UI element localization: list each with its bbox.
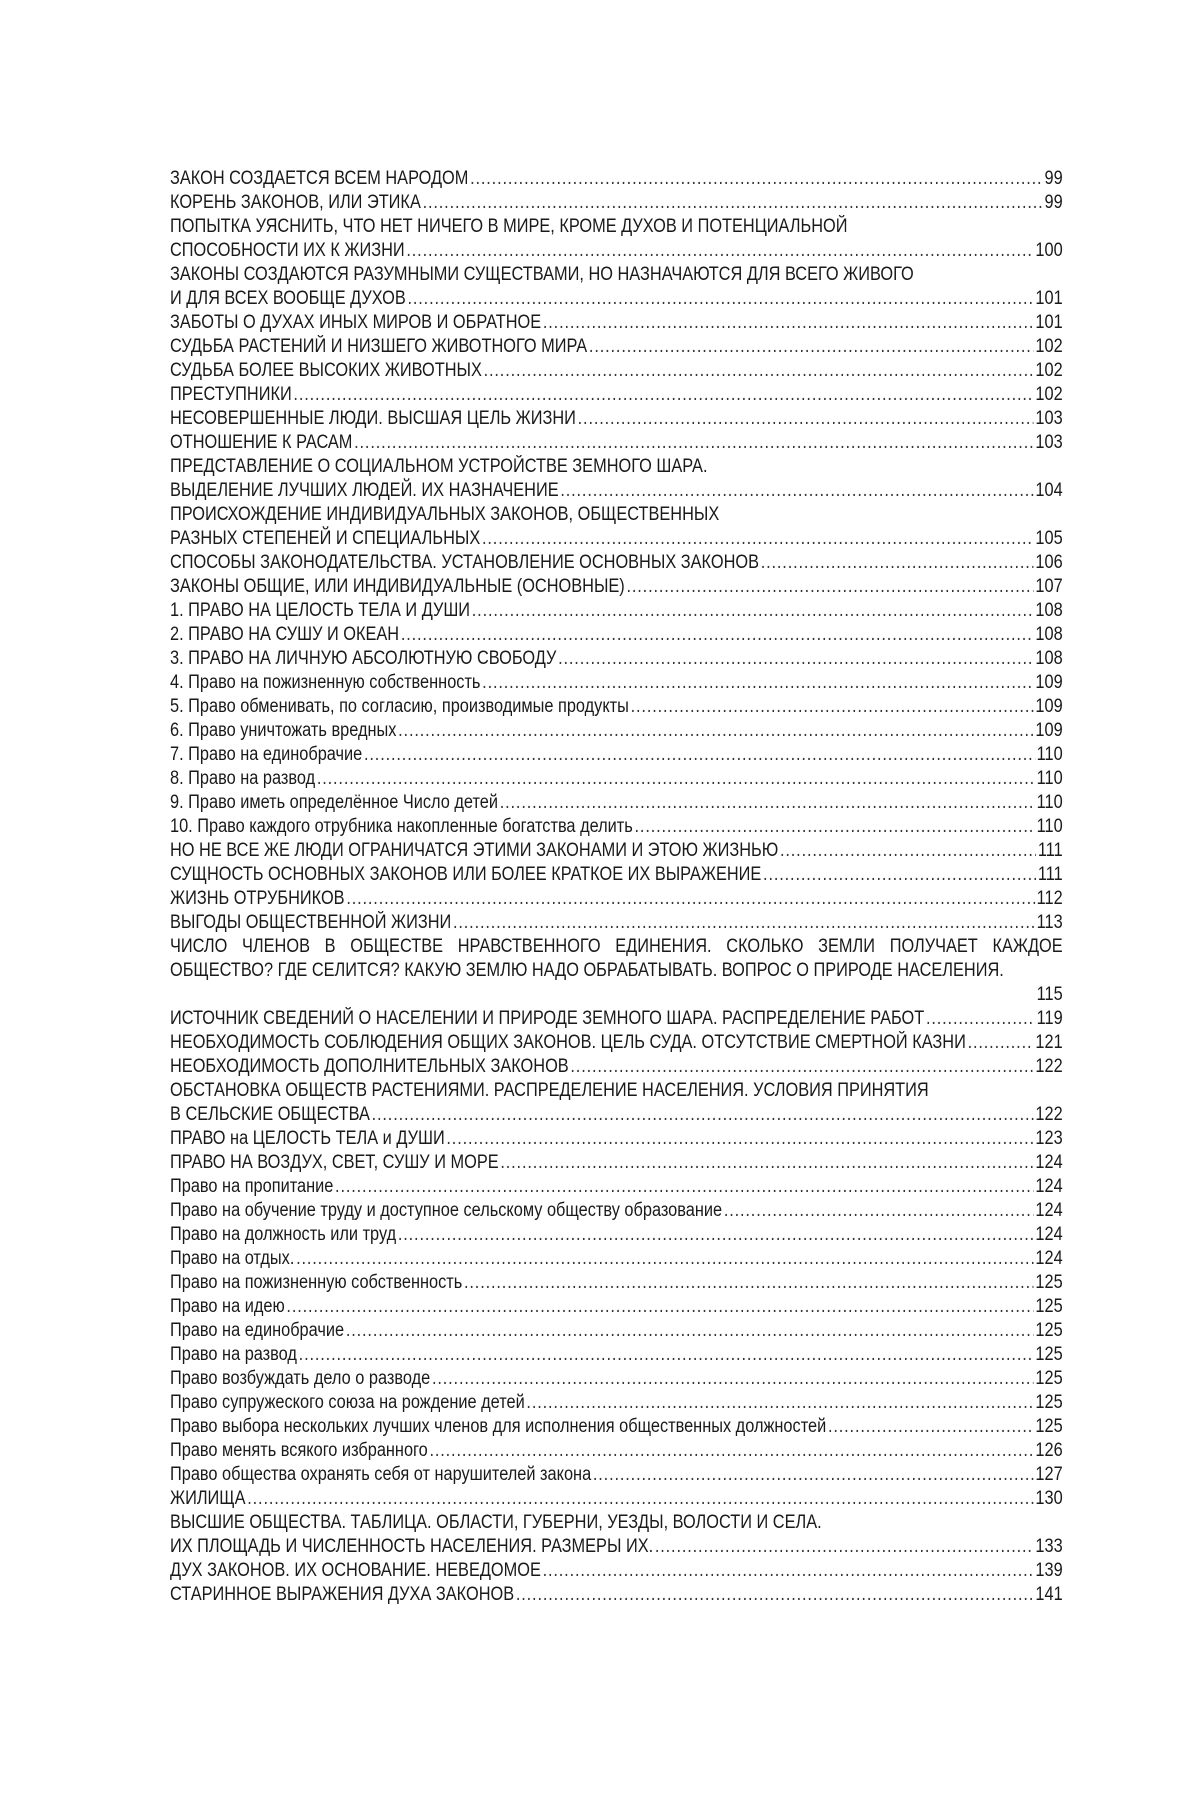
- toc-page-number: 99: [1044, 168, 1063, 189]
- dot-leader: [635, 815, 1035, 839]
- toc-entry-title: 4. Право на пожизненную собственность: [170, 672, 481, 693]
- dot-leader: [516, 1583, 1034, 1607]
- dot-leader: [484, 359, 1034, 383]
- toc-page-number: 127: [1035, 1464, 1063, 1485]
- toc-page-number: 111: [1037, 864, 1063, 885]
- toc-entry-title: Право на обучение труду и доступное сельскому обществу образование: [170, 1200, 723, 1221]
- toc-entry: [170, 1127, 1063, 1151]
- toc-entry-title: СПОСОБЫ ЗАКОНОДАТЕЛЬСТВА. УСТАНОВЛЕНИЕ ОСНОВНЫХ ЗАКОНОВ: [170, 552, 759, 573]
- toc-page-number: 141: [1035, 1584, 1063, 1605]
- toc-entry: [170, 1511, 1063, 1559]
- toc-entry-title: Право на должность или труд: [170, 1224, 397, 1245]
- toc-entry: [170, 935, 1063, 1007]
- toc-page-number: 109: [1035, 696, 1063, 717]
- toc-entry-title: Право на пропитание: [170, 1176, 334, 1197]
- dot-leader: [500, 791, 1035, 815]
- dot-leader: [780, 839, 1036, 863]
- toc-page-number: 113: [1036, 912, 1063, 933]
- toc-entry-title: 6. Право уничтожать вредных: [170, 720, 397, 741]
- dot-leader: [364, 743, 1035, 767]
- toc-entry: [170, 743, 1063, 767]
- toc-entry-title: ПРАВО на ЦЕЛОСТЬ ТЕЛА и ДУШИ: [170, 1128, 445, 1149]
- toc-entry-title: КОРЕНЬ ЗАКОНОВ, ИЛИ ЭТИКА: [170, 192, 421, 213]
- dot-leader: [401, 623, 1034, 647]
- dot-leader: [296, 1247, 1034, 1271]
- toc-entry: [170, 1079, 1063, 1127]
- toc-entry: [170, 335, 1063, 359]
- dot-leader: [589, 335, 1034, 359]
- toc-entry-title: СУЩНОСТЬ ОСНОВНЫХ ЗАКОНОВ ИЛИ БОЛЕЕ КРАТКОЕ ИХ ВЫРАЖЕНИЕ: [170, 864, 762, 885]
- toc-entry-title-line: ПОПЫТКА УЯСНИТЬ, ЧТО НЕТ НИЧЕГО В МИРЕ, КРОМЕ ДУХОВ И ПОТЕНЦИАЛЬНОЙ: [170, 216, 848, 237]
- toc-page-number: 107: [1035, 576, 1063, 597]
- toc-entry-title: ПРЕСТУПНИКИ: [170, 384, 292, 405]
- toc-entry: [170, 1367, 1063, 1391]
- toc-entry: [170, 1319, 1063, 1343]
- toc-entry-title: 1. ПРАВО НА ЦЕЛОСТЬ ТЕЛА И ДУШИ: [170, 600, 471, 621]
- toc-entry-title: 5. Право обменивать, по согласию, производимые продукты: [170, 696, 629, 717]
- toc-page-number: 101: [1035, 312, 1063, 333]
- toc-entry: [170, 191, 1063, 215]
- dot-leader: [626, 575, 1033, 599]
- toc-entry: [170, 911, 1063, 935]
- toc-page-number: 111: [1037, 840, 1063, 861]
- toc-page-number: 133: [1035, 1536, 1063, 1557]
- toc-entry: [170, 671, 1063, 695]
- toc-entry-title: 7. Право на единобрачие: [170, 744, 363, 765]
- toc-page-number: 124: [1035, 1200, 1063, 1221]
- toc-entry: [170, 311, 1063, 335]
- toc-entry: [170, 359, 1063, 383]
- toc-entry-title: СУДЬБА БОЛЕЕ ВЫСОКИХ ЖИВОТНЫХ: [170, 360, 482, 381]
- toc-entry: [170, 1271, 1063, 1295]
- toc-entry: [170, 1439, 1063, 1463]
- toc-entry: [170, 1463, 1063, 1487]
- dot-leader: [286, 1295, 1033, 1319]
- toc-entry-title: В СЕЛЬСКИЕ ОБЩЕСТВА: [170, 1104, 370, 1125]
- toc-page-number: 119: [1036, 1008, 1063, 1029]
- toc-page-number: 125: [1035, 1320, 1063, 1341]
- toc-page-number: 124: [1035, 1248, 1063, 1269]
- toc-page-number: 106: [1035, 552, 1063, 573]
- dot-leader: [317, 767, 1035, 791]
- dot-leader: [398, 1223, 1034, 1247]
- dot-leader: [655, 1535, 1034, 1559]
- toc-entry-title: Право супружеского союза на рождение детей: [170, 1392, 525, 1413]
- toc-page-number: 125: [1035, 1368, 1063, 1389]
- toc-entry-title: ВЫГОДЫ ОБЩЕСТВЕННОЙ ЖИЗНИ: [170, 912, 452, 933]
- toc-entry-title: ЗАКОН СОЗДАЕТСЯ ВСЕМ НАРОДОМ: [170, 168, 469, 189]
- toc-entry: [170, 575, 1063, 599]
- toc-entry-title: ВЫДЕЛЕНИЕ ЛУЧШИХ ЛЮДЕЙ. ИХ НАЗНАЧЕНИЕ: [170, 480, 559, 501]
- toc-page-number: 125: [1035, 1416, 1063, 1437]
- toc-entry: [170, 623, 1063, 647]
- toc-entry: [170, 815, 1063, 839]
- toc-entry: [170, 599, 1063, 623]
- toc-entry-title-line: ЗАКОНЫ СОЗДАЮТСЯ РАЗУМНЫМИ СУЩЕСТВАМИ, НО НАЗНАЧАЮТСЯ ДЛЯ ВСЕГО ЖИВОГО: [170, 264, 914, 285]
- dot-leader: [432, 1367, 1034, 1391]
- dot-leader: [406, 239, 1033, 263]
- toc-entry: [170, 1343, 1063, 1367]
- toc-page-number: 110: [1036, 768, 1063, 789]
- toc-page-number: 102: [1035, 360, 1063, 381]
- dot-leader: [482, 527, 1034, 551]
- toc-entry-title: Право возбуждать дело о разводе: [170, 1368, 431, 1389]
- toc-entry: [170, 863, 1063, 887]
- toc-page-number: 112: [1036, 888, 1063, 909]
- toc-entry-title: ЧИСЛО ЧЛЕНОВ В ОБЩЕСТВЕ НРАВСТВЕННОГО ЕДИНЕНИЯ. СКОЛЬКО ЗЕМЛИ ПОЛУЧАЕТ КАЖДОЕ ОБЩЕСТВО? ГДЕ СЕЛИТСЯ? КАКУЮ ЗЕМЛЮ НАДО ОБРАБАТЫВАТЬ. ВОПРОС О ПРИРОДЕ НАСЕЛЕНИЯ.: [170, 936, 1063, 981]
- toc-page-number: 122: [1035, 1104, 1063, 1125]
- toc-page-number: 123: [1035, 1128, 1063, 1149]
- toc-entry: [170, 1559, 1063, 1583]
- toc-entry: [170, 215, 1063, 263]
- toc-entry-title: 2. ПРАВО НА СУШУ И ОКЕАН: [170, 624, 400, 645]
- toc-entry-title: ЗАКОНЫ ОБЩИЕ, ИЛИ ИНДИВИДУАЛЬНЫЕ (ОСНОВНЫЕ): [170, 576, 625, 597]
- toc-entry: [170, 767, 1063, 791]
- toc-entry-title: ИХ ПЛОЩАДЬ И ЧИСЛЕННОСТЬ НАСЕЛЕНИЯ. РАЗМЕРЫ ИХ.: [170, 1536, 654, 1557]
- dot-leader: [470, 167, 1043, 191]
- toc-entry: [170, 1151, 1063, 1175]
- toc-entry: [170, 1583, 1063, 1607]
- toc-page-number: 125: [1035, 1392, 1063, 1413]
- toc-entry-title: НЕОБХОДИМОСТЬ ДОПОЛНИТЕЛЬНЫХ ЗАКОНОВ: [170, 1056, 569, 1077]
- toc-page-number: 108: [1035, 600, 1063, 621]
- toc-entry-title: 9. Право иметь определённое Число детей: [170, 792, 499, 813]
- dot-leader: [761, 551, 1034, 575]
- toc-entry: [170, 695, 1063, 719]
- toc-page-number: 124: [1035, 1152, 1063, 1173]
- dot-leader: [429, 1439, 1033, 1463]
- toc-page-number: 110: [1036, 816, 1063, 837]
- dot-leader: [335, 1175, 1034, 1199]
- toc-entry-title-line: ПРОИСХОЖДЕНИЕ ИНДИВИДУАЛЬНЫХ ЗАКОНОВ, ОБЩЕСТВЕННЫХ: [170, 504, 720, 525]
- toc-entry: [170, 1055, 1063, 1079]
- dot-leader: [526, 1391, 1033, 1415]
- dot-leader: [247, 1487, 1033, 1511]
- toc-entry: [170, 719, 1063, 743]
- toc-entry-title: Право менять всякого избранного: [170, 1440, 428, 1461]
- dot-leader: [407, 287, 1033, 311]
- toc-page-number: 125: [1035, 1344, 1063, 1365]
- toc-page-number: 100: [1035, 240, 1063, 261]
- toc-entry: [170, 1199, 1063, 1223]
- dot-leader: [346, 887, 1035, 911]
- dot-leader: [423, 191, 1043, 215]
- dot-leader: [354, 431, 1034, 455]
- toc-page-number: 99: [1044, 192, 1063, 213]
- toc-entry: [170, 407, 1063, 431]
- toc-entry-title: ОТНОШЕНИЕ К РАСАМ: [170, 432, 353, 453]
- toc-entry-title: И ДЛЯ ВСЕХ ВООБЩЕ ДУХОВ: [170, 288, 406, 309]
- toc-entry: [170, 1415, 1063, 1439]
- toc-page-number: 125: [1035, 1296, 1063, 1317]
- toc-entry-title-line: ВЫСШИЕ ОБЩЕСТВА. ТАБЛИЦА. ОБЛАСТИ, ГУБЕРНИ, УЕЗДЫ, ВОЛОСТИ И СЕЛА.: [170, 1512, 822, 1533]
- toc-entry: [170, 263, 1063, 311]
- toc-page-number: 103: [1035, 408, 1063, 429]
- dot-leader: [578, 407, 1034, 431]
- toc-entry-title: ЖИЗНЬ ОТРУБНИКОВ: [170, 888, 345, 909]
- toc-page-number: 110: [1036, 744, 1063, 765]
- toc-page-number: 105: [1035, 528, 1063, 549]
- toc-entry-title: ДУХ ЗАКОНОВ. ИХ ОСНОВАНИЕ. НЕВЕДОМОЕ: [170, 1560, 541, 1581]
- toc-page-number: 124: [1035, 1176, 1063, 1197]
- dot-leader: [543, 1559, 1034, 1583]
- toc-entry: [170, 167, 1063, 191]
- toc-entry: [170, 791, 1063, 815]
- dot-leader: [398, 719, 1034, 743]
- dot-leader: [631, 695, 1034, 719]
- dot-leader: [446, 1127, 1033, 1151]
- toc-page-number: 108: [1035, 648, 1063, 669]
- toc-page-number: 130: [1035, 1488, 1063, 1509]
- toc-entry-title: ЖИЛИЩА: [170, 1488, 246, 1509]
- toc-page-number: 102: [1035, 384, 1063, 405]
- toc-page-number: 122: [1035, 1056, 1063, 1077]
- dot-leader: [372, 1103, 1034, 1127]
- toc-entry-title: 8. Право на развод: [170, 768, 316, 789]
- toc-entry: [170, 1007, 1063, 1031]
- toc-entry: [170, 1223, 1063, 1247]
- toc-page-number: 101: [1035, 288, 1063, 309]
- dot-leader: [763, 863, 1036, 887]
- dot-leader: [593, 1463, 1034, 1487]
- toc-entry: [170, 1175, 1063, 1199]
- toc-entry-title-line: ПРЕДСТАВЛЕНИЕ О СОЦИАЛЬНОМ УСТРОЙСТВЕ ЗЕМНОГО ШАРА.: [170, 456, 708, 477]
- toc-page-number: 115: [1036, 984, 1063, 1005]
- dot-leader: [543, 311, 1034, 335]
- toc-page-number: 108: [1035, 624, 1063, 645]
- toc-entry-title: ИСТОЧНИК СВЕДЕНИЙ О НАСЕЛЕНИИ И ПРИРОДЕ ЗЕМНОГО ШАРА. РАСПРЕДЕЛЕНИЕ РАБОТ: [170, 1008, 925, 1029]
- toc-entry: [170, 1391, 1063, 1415]
- toc-entry-title: СУДЬБА РАСТЕНИЙ И НИЗШЕГО ЖИВОТНОГО МИРА: [170, 336, 588, 357]
- toc-entry: [170, 1031, 1063, 1055]
- toc-entry-title: Право на пожизненную собственность: [170, 1272, 463, 1293]
- toc-page-number: 104: [1035, 480, 1063, 501]
- dot-leader: [968, 1031, 1034, 1055]
- toc-entry-title: ЗАБОТЫ О ДУХАХ ИНЫХ МИРОВ И ОБРАТНОЕ: [170, 312, 542, 333]
- dot-leader: [293, 383, 1033, 407]
- dot-leader: [828, 1415, 1034, 1439]
- toc-entry-title: Право выбора нескольких лучших членов для исполнения общественных должностей: [170, 1416, 827, 1437]
- toc-entry: [170, 1487, 1063, 1511]
- dot-leader: [482, 671, 1034, 695]
- toc-entry-title: НЕСОВЕРШЕННЫЕ ЛЮДИ. ВЫСШАЯ ЦЕЛЬ ЖИЗНИ: [170, 408, 576, 429]
- toc-page-number: 102: [1035, 336, 1063, 357]
- dot-leader: [299, 1343, 1034, 1367]
- toc-page-number: 124: [1035, 1224, 1063, 1245]
- toc-entry: [170, 455, 1063, 503]
- toc-entry-title: Право на развод: [170, 1344, 297, 1365]
- toc-entry-title: СТАРИННОЕ ВЫРАЖЕНИЯ ДУХА ЗАКОНОВ: [170, 1584, 515, 1605]
- dot-leader: [500, 1151, 1033, 1175]
- dot-leader: [472, 599, 1034, 623]
- toc-page-number: 121: [1035, 1032, 1063, 1053]
- dot-leader: [453, 911, 1035, 935]
- dot-leader: [560, 479, 1033, 503]
- toc-page-number: 103: [1035, 432, 1063, 453]
- toc-entry-title: СПОСОБНОСТИ ИХ К ЖИЗНИ: [170, 240, 405, 261]
- toc-entry-title: 3. ПРАВО НА ЛИЧНУЮ АБСОЛЮТНУЮ СВОБОДУ: [170, 648, 557, 669]
- toc-entry: [170, 383, 1063, 407]
- dot-leader: [558, 647, 1034, 671]
- toc-page-number: 110: [1036, 792, 1063, 813]
- dot-leader: [464, 1271, 1034, 1295]
- toc-entry-title-line: ОБСТАНОВКА ОБЩЕСТВ РАСТЕНИЯМИ. РАСПРЕДЕЛЕНИЕ НАСЕЛЕНИЯ. УСЛОВИЯ ПРИНЯТИЯ: [170, 1080, 929, 1101]
- dot-leader: [926, 1007, 1035, 1031]
- toc-entry: [170, 839, 1063, 863]
- toc-entry-title: Право общества охранять себя от нарушителей закона: [170, 1464, 592, 1485]
- toc-entry-title: НО НЕ ВСЕ ЖЕ ЛЮДИ ОГРАНИЧАТСЯ ЭТИМИ ЗАКОНАМИ И ЭТОЮ ЖИЗНЬЮ: [170, 840, 779, 861]
- toc-entry-title: Право на единобрачие: [170, 1320, 345, 1341]
- toc-entry-title: ПРАВО НА ВОЗДУХ, СВЕТ, СУШУ И МОРЕ: [170, 1152, 499, 1173]
- toc-entry: [170, 503, 1063, 551]
- toc-entry: [170, 431, 1063, 455]
- dot-leader: [346, 1319, 1034, 1343]
- toc-entry-title: Право на идею: [170, 1296, 285, 1317]
- table-of-contents: [170, 167, 1063, 1607]
- toc-entry: [170, 647, 1063, 671]
- toc-page-number: 109: [1035, 672, 1063, 693]
- toc-page-number: 139: [1035, 1560, 1063, 1581]
- toc-entry: [170, 1295, 1063, 1319]
- toc-entry: [170, 551, 1063, 575]
- dot-leader: [570, 1055, 1033, 1079]
- toc-entry: [170, 1247, 1063, 1271]
- dot-leader: [724, 1199, 1034, 1223]
- toc-entry-title: НЕОБХОДИМОСТЬ СОБЛЮДЕНИЯ ОБЩИХ ЗАКОНОВ. ЦЕЛЬ СУДА. ОТСУТСТВИЕ СМЕРТНОЙ КАЗНИ: [170, 1032, 966, 1053]
- toc-page-number: 125: [1035, 1272, 1063, 1293]
- toc-page-number: 109: [1035, 720, 1063, 741]
- toc-page-number: 126: [1035, 1440, 1063, 1461]
- toc-entry: [170, 887, 1063, 911]
- toc-entry-title: 10. Право каждого отрубника накопленные богатства делить: [170, 816, 633, 837]
- toc-entry-title: Право на отдых.: [170, 1248, 295, 1269]
- toc-entry-title: РАЗНЫХ СТЕПЕНЕЙ И СПЕЦИАЛЬНЫХ: [170, 528, 481, 549]
